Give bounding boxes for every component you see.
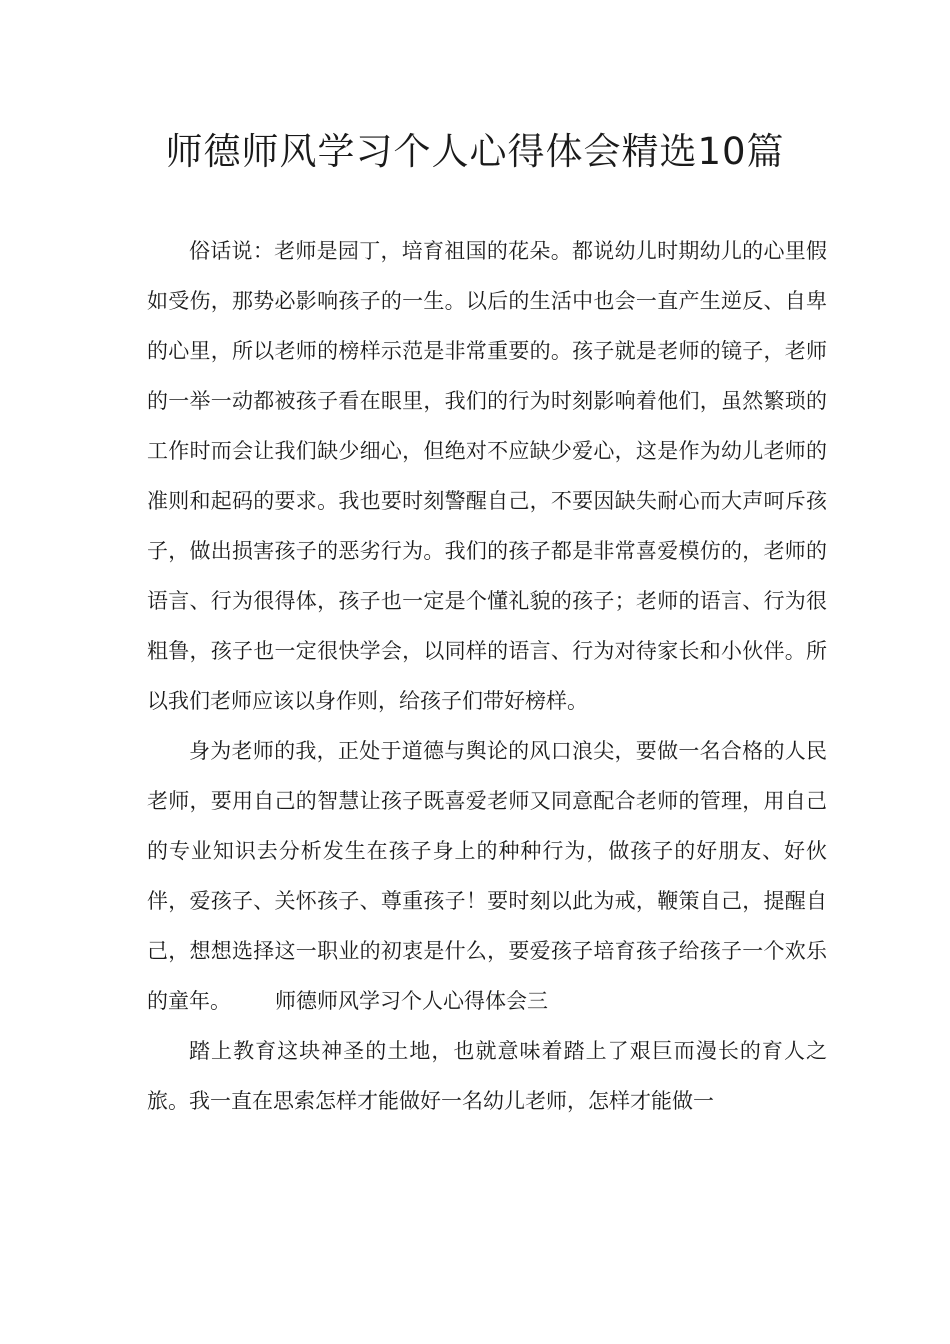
paragraph-1 (147, 226, 827, 726)
paragraph-2-text: 身为老师的我，正处于道德与舆论的风口浪尖，要做一名合格的人民老师，要用自己的智慧让孩子既喜爱老师又同意配合老师的管理，用自己的专业知识去分析发生在孩子身上的种种行为，做孩子的好朋友、好伙伴，爱孩子、关怀孩子、尊重孩子！要时刻以此为戒，鞭策自己，提醒自己，想想选择这一职业的初衷是什么，要爱孩子培育孩子给孩子一个欢乐的童年。 (147, 739, 827, 1013)
paragraph-2 (147, 726, 827, 1026)
paragraph-3-text: 踏上教育这块神圣的土地，也就意味着踏上了艰巨而漫长的育人之旅。我一直在思索怎样才能做好一名幼儿老师，怎样才能做一 (147, 1039, 827, 1113)
paragraph-1-text: 俗话说：老师是园丁，培育祖国的花朵。都说幼儿时期幼儿的心里假如受伤，那势必影响孩子的一生。以后的生活中也会一直产生逆反、自卑的心里，所以老师的榜样示范是非常重要的。孩子就是老师的镜子，老师的一举一动都被孩子看在眼里，我们的行为时刻影响着他们，虽然繁琐的工作时而会让我们缺少细心，但绝对不应缺少爱心，这是作为幼儿老师的准则和起码的要求。我也要时刻警醒自己，不要因缺失耐心而大声呵斥孩子，做出损害孩子的恶劣行为。我们的孩子都是非常喜爱模仿的，老师的语言、行为很得体，孩子也一定是个懂礼貌的孩子；老师的语言、行为很粗鲁，孩子也一定很快学会，以同样的语言、行为对待家长和小伙伴。所以我们老师应该以身作则，给孩子们带好榜样。 (147, 239, 827, 713)
section-heading-3: 师德师风学习个人心得体会三 (275, 989, 548, 1013)
document-title: 师德师风学习个人心得体会精选10篇 (165, 130, 785, 173)
paragraph-3 (147, 1026, 827, 1126)
document-body (147, 226, 827, 1126)
